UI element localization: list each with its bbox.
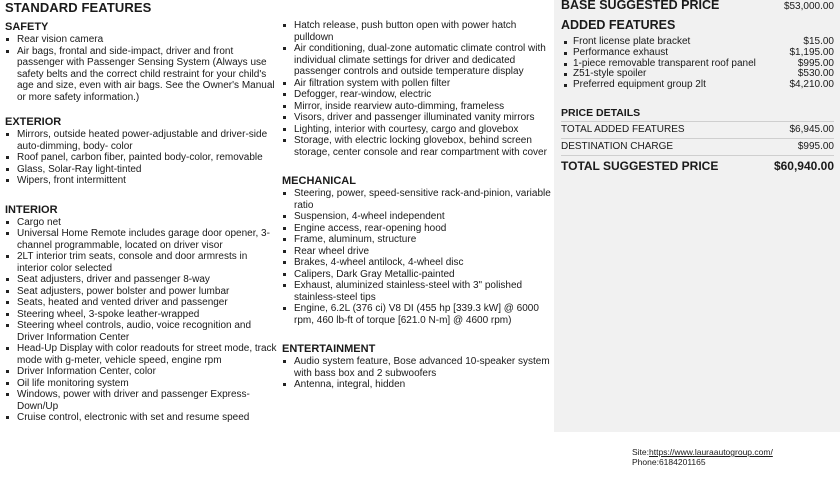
interior-heading: INTERIOR (5, 203, 58, 216)
added-feature-name: 1-piece removable transparent roof panel (573, 57, 756, 69)
feature-item: Driver Information Center, color (5, 366, 277, 378)
interior-continued-list (282, 20, 554, 158)
feature-item: Roof panel, carbon fiber, painted body-color, removable (5, 152, 277, 164)
section-mechanical (282, 174, 554, 326)
total-suggested-value: $60,940.00 (773, 159, 834, 173)
added-features-title: ADDED FEATURES (561, 18, 676, 32)
price-details-title: PRICE DETAILS (561, 107, 641, 119)
added-feature-price: $995.00 (797, 57, 834, 69)
added-feature-name: Performance exhaust (573, 46, 669, 58)
total-suggested-label: TOTAL SUGGESTED PRICE (561, 159, 719, 173)
left-column (5, 20, 277, 436)
feature-item: Steering wheel controls, audio, voice recognition and Driver Information Center (5, 320, 277, 343)
feature-item: Visors, driver and passenger illuminated vanity mirrors (282, 112, 554, 124)
feature-item: Air bags, frontal and side-impact, driver and front passenger with Passenger Sensing System (Always use safety belts and the correct child restraint for your child's age and size, even with air bags. See the Owner's Manual or more safety information.) (5, 46, 277, 104)
feature-item: Cargo net (5, 217, 277, 229)
feature-item: Wipers, front intermittent (5, 175, 277, 187)
divider (561, 155, 834, 156)
feature-item: Engine, 6.2L (376 ci) V8 DI (455 hp [339.3 kW] @ 6000 rpm, 460 lb-ft of torque [621.0 N-m] @ 4600 rpm) (282, 303, 554, 326)
divider (561, 138, 834, 139)
added-features-list (561, 37, 834, 91)
safety-heading: SAFETY (5, 21, 49, 33)
feature-item: Calipers, Dark Gray Metallic-painted (282, 269, 554, 281)
feature-item: Exhaust, aluminized stainless-steel with 3" polished stainless-steel tips (282, 280, 554, 303)
feature-item: Suspension, 4-wheel independent (282, 211, 554, 223)
feature-item: Universal Home Remote includes garage door opener, 3-channel programmable, located on driver visor (5, 228, 277, 251)
mechanical-heading: MECHANICAL (282, 175, 356, 187)
destination-label: DESTINATION CHARGE (561, 141, 674, 152)
feature-item: Glass, Solar-Ray light-tinted (5, 164, 277, 176)
divider (561, 121, 834, 122)
total-added-value: $6,945.00 (789, 124, 834, 135)
dealer-contact (632, 447, 773, 467)
base-price-row (561, 0, 834, 12)
added-feature-name: Z51-style spoiler (573, 68, 647, 80)
feature-item: Storage, with electric locking glovebox, behind screen storage, center console and rear compartment with cover (282, 135, 554, 158)
feature-item: Lighting, interior with courtesy, cargo and glovebox (282, 124, 554, 136)
feature-item: Mirrors, outside heated power-adjustable and driver-side auto-dimming, body- color (5, 129, 277, 152)
base-price-value: $53,000.00 (783, 1, 834, 12)
section-entertainment (282, 342, 554, 391)
feature-item: Engine access, rear-opening hood (282, 223, 554, 235)
feature-item: Rear vision camera (5, 34, 277, 46)
added-feature-name: Preferred equipment group 2lt (573, 79, 706, 91)
feature-item: Defogger, rear-window, electric (282, 89, 554, 101)
added-feature-price: $1,195.00 (789, 46, 834, 58)
feature-item: Seat adjusters, power bolster and power lumbar (5, 286, 277, 298)
feature-item: Air conditioning, dual-zone automatic climate control with individual climate settings for driver and dedicated passenger controls and outside temperature display (282, 43, 554, 78)
exterior-heading: EXTERIOR (5, 116, 62, 128)
destination-value: $995.00 (797, 141, 834, 152)
added-feature-price: $4,210.00 (789, 79, 834, 91)
middle-column (282, 20, 554, 403)
feature-item: Mirror, inside rearview auto-dimming, frameless (282, 101, 554, 113)
feature-item: 2LT interior trim seats, console and door armrests in interior color selected (5, 251, 277, 274)
feature-item: Steering, power, speed-sensitive rack-and-pinion, variable ratio (282, 188, 554, 211)
added-feature-item (561, 80, 834, 91)
feature-item: Audio system feature, Bose advanced 10-speaker system with bass box and 2 subwoofers (282, 356, 554, 379)
total-suggested-row (561, 159, 834, 173)
feature-item: Rear wheel drive (282, 246, 554, 258)
phone-line (632, 457, 773, 467)
destination-row (561, 141, 834, 152)
total-added-row (561, 124, 834, 135)
feature-item: Seat adjusters, driver and passenger 8-way (5, 274, 277, 286)
added-feature-price: $15.00 (803, 36, 834, 47)
feature-item: Brakes, 4-wheel antilock, 4-wheel disc (282, 257, 554, 269)
safety-list (5, 34, 277, 103)
feature-item: Cruise control, electronic with set and resume speed (5, 412, 277, 424)
site-label: Site: (632, 447, 650, 457)
entertainment-list (282, 356, 554, 391)
section-exterior (5, 115, 277, 187)
phone-label: Phone: (632, 457, 659, 467)
feature-item: Antenna, integral, hidden (282, 379, 554, 391)
feature-item: Hatch release, push button open with power hatch pulldown (282, 20, 554, 43)
feature-item: Steering wheel, 3-spoke leather-wrapped (5, 309, 277, 321)
feature-item: Head-Up Display with color readouts for street mode, track mode with g-meter, vehicle speed, engine rpm (5, 343, 277, 366)
added-feature-name: Front license plate bracket (573, 36, 691, 47)
base-price-label: BASE SUGGESTED PRICE (561, 0, 720, 12)
feature-item: Seats, heated and vented driver and passenger (5, 297, 277, 309)
feature-item: Oil life monitoring system (5, 378, 277, 390)
section-safety (5, 20, 277, 103)
section-interior (5, 203, 277, 424)
site-link[interactable]: https://www.lauraautogroup.com/ (649, 447, 773, 457)
feature-item: Frame, aluminum, structure (282, 234, 554, 246)
entertainment-heading: ENTERTAINMENT (282, 343, 376, 355)
feature-item: Air filtration system with pollen filter (282, 78, 554, 90)
standard-features-title: STANDARD FEATURES (5, 0, 152, 15)
phone-value: 6184201165 (658, 457, 706, 467)
total-added-label: TOTAL ADDED FEATURES (561, 124, 685, 135)
exterior-list (5, 129, 277, 187)
interior-list (5, 217, 277, 424)
pricing-panel (554, 0, 840, 432)
feature-item: Windows, power with driver and passenger Express-Down/Up (5, 389, 277, 412)
added-feature-price: $530.00 (797, 68, 834, 80)
added-feature-item (561, 48, 834, 59)
site-line (632, 447, 773, 457)
mechanical-list (282, 188, 554, 326)
section-interior-continued (282, 20, 554, 158)
